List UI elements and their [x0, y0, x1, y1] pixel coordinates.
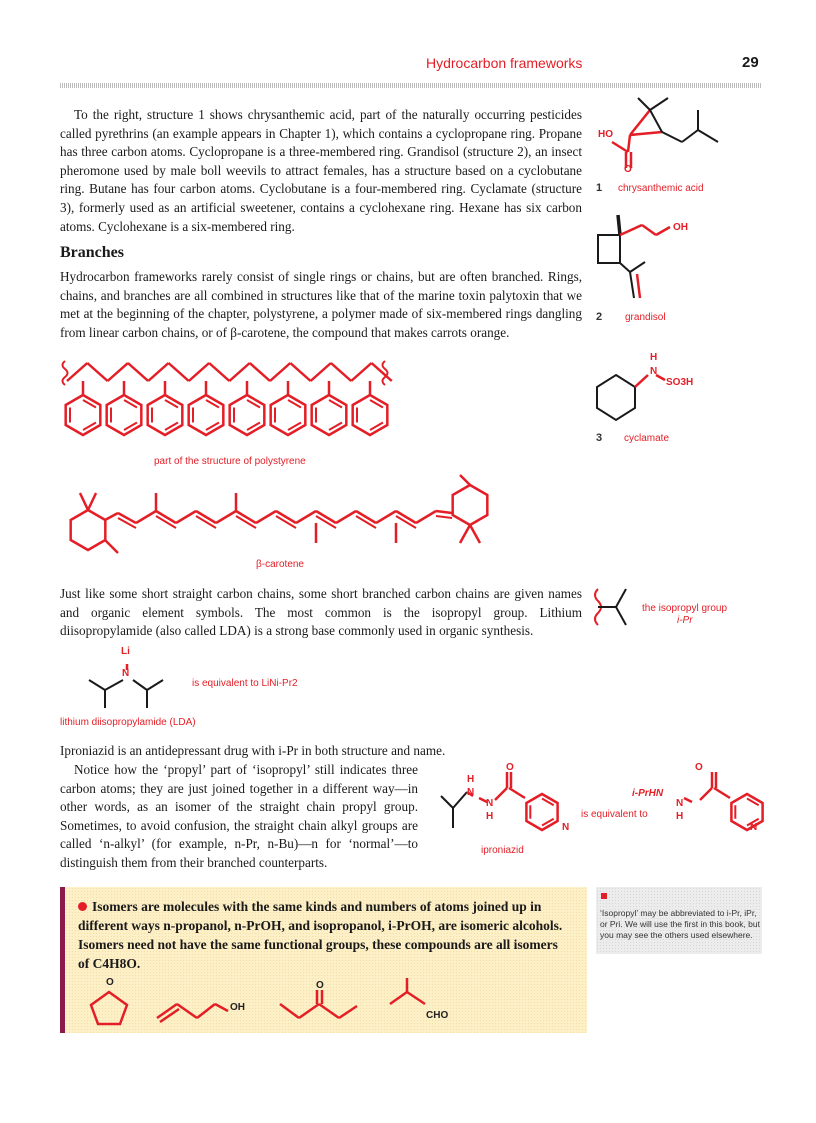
atom-n-ipro-2: N [486, 798, 494, 809]
isomers-box-text: Isomers are molecules with the same kinds and numbers of atoms joined up in different ways n-propanol, n-PrOH, and isopropanol, i-PrOH, are isomeric alcohols. Isomers need not have the same functional groups, these compounds are all isomers of C4H8O. [78, 899, 563, 971]
caption-beta-carotene: β-carotene [256, 559, 304, 570]
iproniazid-paragraph-text: Iproniazid is an antidepressant drug with i-Pr in both structure and name. [60, 743, 446, 758]
bond [136, 511, 156, 523]
bond [80, 493, 88, 510]
atom-n: N [650, 366, 658, 377]
wavy-bond-icon [63, 361, 68, 385]
bond [509, 788, 525, 798]
atom-h-ipro-1: H [467, 774, 475, 785]
atom-h: H [650, 352, 658, 363]
atom-li: Li [121, 646, 130, 657]
atom-h-ipro2: H [676, 811, 684, 822]
isomers-box-text-container [78, 897, 568, 973]
bond [67, 363, 87, 381]
caption-cyclamate: cyclamate [624, 433, 670, 444]
atom-cho: CHO [426, 1010, 449, 1021]
caption-isopropyl-group: the isopropyl group [642, 603, 728, 614]
bond [209, 363, 229, 381]
bond [290, 363, 310, 381]
chrysanthemic-acid-structure [590, 90, 760, 180]
isopropyl-paragraph-text: Just like some short straight carbon chains, some short branched carbon chains are given names and organic element symbols. The most common is the isopropyl group. Lithium diisopropylamide (also called LDA) is a strong base commonly used in organic synthesis. [60, 586, 582, 639]
isomer-paragraph-text: Notice how the ‘propyl’ part of ‘isopropyl’ still indicates three carbon atoms; they are just joined together in a different way—in other words, as an isomer of the straight chain propyl group. Sometimes, to avoid confusion, the straight chain alkyl groups are called ‘n-alkyl’ (for example, n-Pr, n-Bu)—n for ‘normal’—to distinguish them from their branched counterparts. [60, 762, 418, 870]
bond [436, 516, 452, 518]
bond [495, 788, 507, 800]
bond [453, 792, 467, 808]
ring [71, 510, 106, 550]
atom-o: O [624, 164, 632, 175]
caption-grandisol: grandisol [625, 312, 666, 323]
bond [714, 788, 730, 798]
isomer-paragraph [60, 761, 418, 873]
label-ipr-hn: i-PrHN [632, 788, 664, 799]
bond [460, 475, 470, 485]
polystyrene-structure [55, 345, 405, 455]
bond [336, 511, 356, 523]
intro-paragraph [60, 106, 582, 236]
beta-carotene-structure [60, 475, 500, 560]
running-header-title: Hydrocarbon frameworks [426, 55, 583, 71]
bond [250, 363, 270, 381]
caption-iproniazid: iproniazid [481, 845, 524, 856]
bond [216, 511, 236, 523]
caption-polystyrene: part of the structure of polystyrene [154, 456, 306, 467]
bond [470, 525, 480, 543]
bond [441, 796, 453, 808]
branches-paragraph-text: Hydrocarbon frameworks rarely consist of single rings or chains, but are often branched. Rings, chains, and branches are all combined in structures like that of the marine toxin palytoxin that we met at the beginning of the chapter, polystyrene, a polymer made of six-membered rings dangling from linear carbon chains, or of β-carotene, the compound that makes carrots orange. [60, 269, 582, 340]
bond [270, 363, 290, 381]
bond [128, 363, 148, 381]
structure-number-1: 1 [596, 182, 603, 194]
caption-ipr: i-Pr [677, 615, 693, 626]
bond [296, 511, 316, 523]
bond [118, 513, 136, 523]
bond [331, 363, 351, 381]
bond [148, 363, 168, 381]
atom-o-ipro: O [506, 762, 514, 773]
atom-ho: HO [598, 129, 613, 140]
bond [176, 511, 196, 523]
atom-oh-butenol: OH [230, 1002, 245, 1013]
bond [105, 513, 118, 520]
atom-n-pyridine: N [562, 822, 570, 833]
atom-so3h: SO3H [666, 377, 694, 388]
bond [189, 363, 209, 381]
caption-lda-equivalent: is equivalent to LiNi-Pr2 [192, 678, 298, 689]
atom-o-thf: O [106, 977, 114, 988]
section-heading-branches: Branches [60, 244, 124, 261]
structure-number-3: 3 [596, 432, 603, 444]
bond [87, 363, 107, 381]
bond [436, 511, 452, 513]
isomer-structures [85, 978, 465, 1028]
bond [700, 788, 712, 800]
bond [229, 363, 249, 381]
bullet-icon [78, 902, 87, 911]
caption-iproniazid-equivalent: is equivalent to [581, 809, 648, 820]
bond [105, 540, 118, 553]
page-number: 29 [742, 54, 759, 71]
atom-n-pyridine2: N [750, 822, 758, 833]
bond [256, 511, 276, 523]
atom-o-ipro2: O [695, 762, 703, 773]
atom-oh: OH [673, 222, 688, 233]
bond [684, 798, 692, 802]
caption-chrysanthemic-acid: chrysanthemic acid [618, 183, 704, 194]
bond [460, 525, 470, 543]
structure-number-2: 2 [596, 311, 603, 323]
isopropyl-group-structure [590, 585, 640, 630]
caption-lda-name: lithium diisopropylamide (LDA) [60, 717, 196, 728]
branches-paragraph [60, 268, 582, 342]
bond [118, 518, 136, 528]
atom-n-ipro-1: N [467, 787, 475, 798]
cyclamate-structure [590, 350, 760, 430]
bond [311, 363, 331, 381]
bond [169, 363, 189, 381]
atom-o-butanone: O [316, 980, 324, 991]
header-rule [60, 83, 762, 88]
lda-structure [85, 650, 180, 700]
intro-paragraph-text: To the right, structure 1 shows chrysanthemic acid, part of the naturally occurring pesticides called pyrethrins (an example appears in Chapter 1), which contains a cyclopropane ring. Propane has three carbon atoms. Cyclopropane is a three-membered ring. Grandisol (structure 2), an insect pheromone used by male boll weevils to attract females, has a structure based on a cyclobutane ring. Butane has four carbon atoms. Cyclobutane is a four-membered ring. Cyclamate (structure 3), formerly used as an artificial sweetener, contains a cyclohexane ring. Hexane has six carbon atoms. Cyclohexane is a six-membered ring. [60, 107, 582, 234]
atom-n-ipro2: N [676, 798, 684, 809]
bond [376, 511, 396, 523]
bond [88, 493, 96, 510]
bond [108, 363, 128, 381]
ring [453, 485, 488, 525]
atom-n-lda: N [122, 668, 130, 679]
isopropyl-paragraph [60, 585, 582, 641]
atom-h-ipro-2: H [486, 811, 494, 822]
iproniazid-paragraph [60, 742, 582, 761]
bond [416, 511, 436, 523]
margin-note-marker-icon [601, 893, 607, 899]
bond [351, 363, 371, 381]
margin-note-text: ‘Isopropyl’ may be abbreviated to i-Pr, iPr, or Pri. We will use the first in this book, but you may see the others used elsewhere. [600, 908, 760, 940]
